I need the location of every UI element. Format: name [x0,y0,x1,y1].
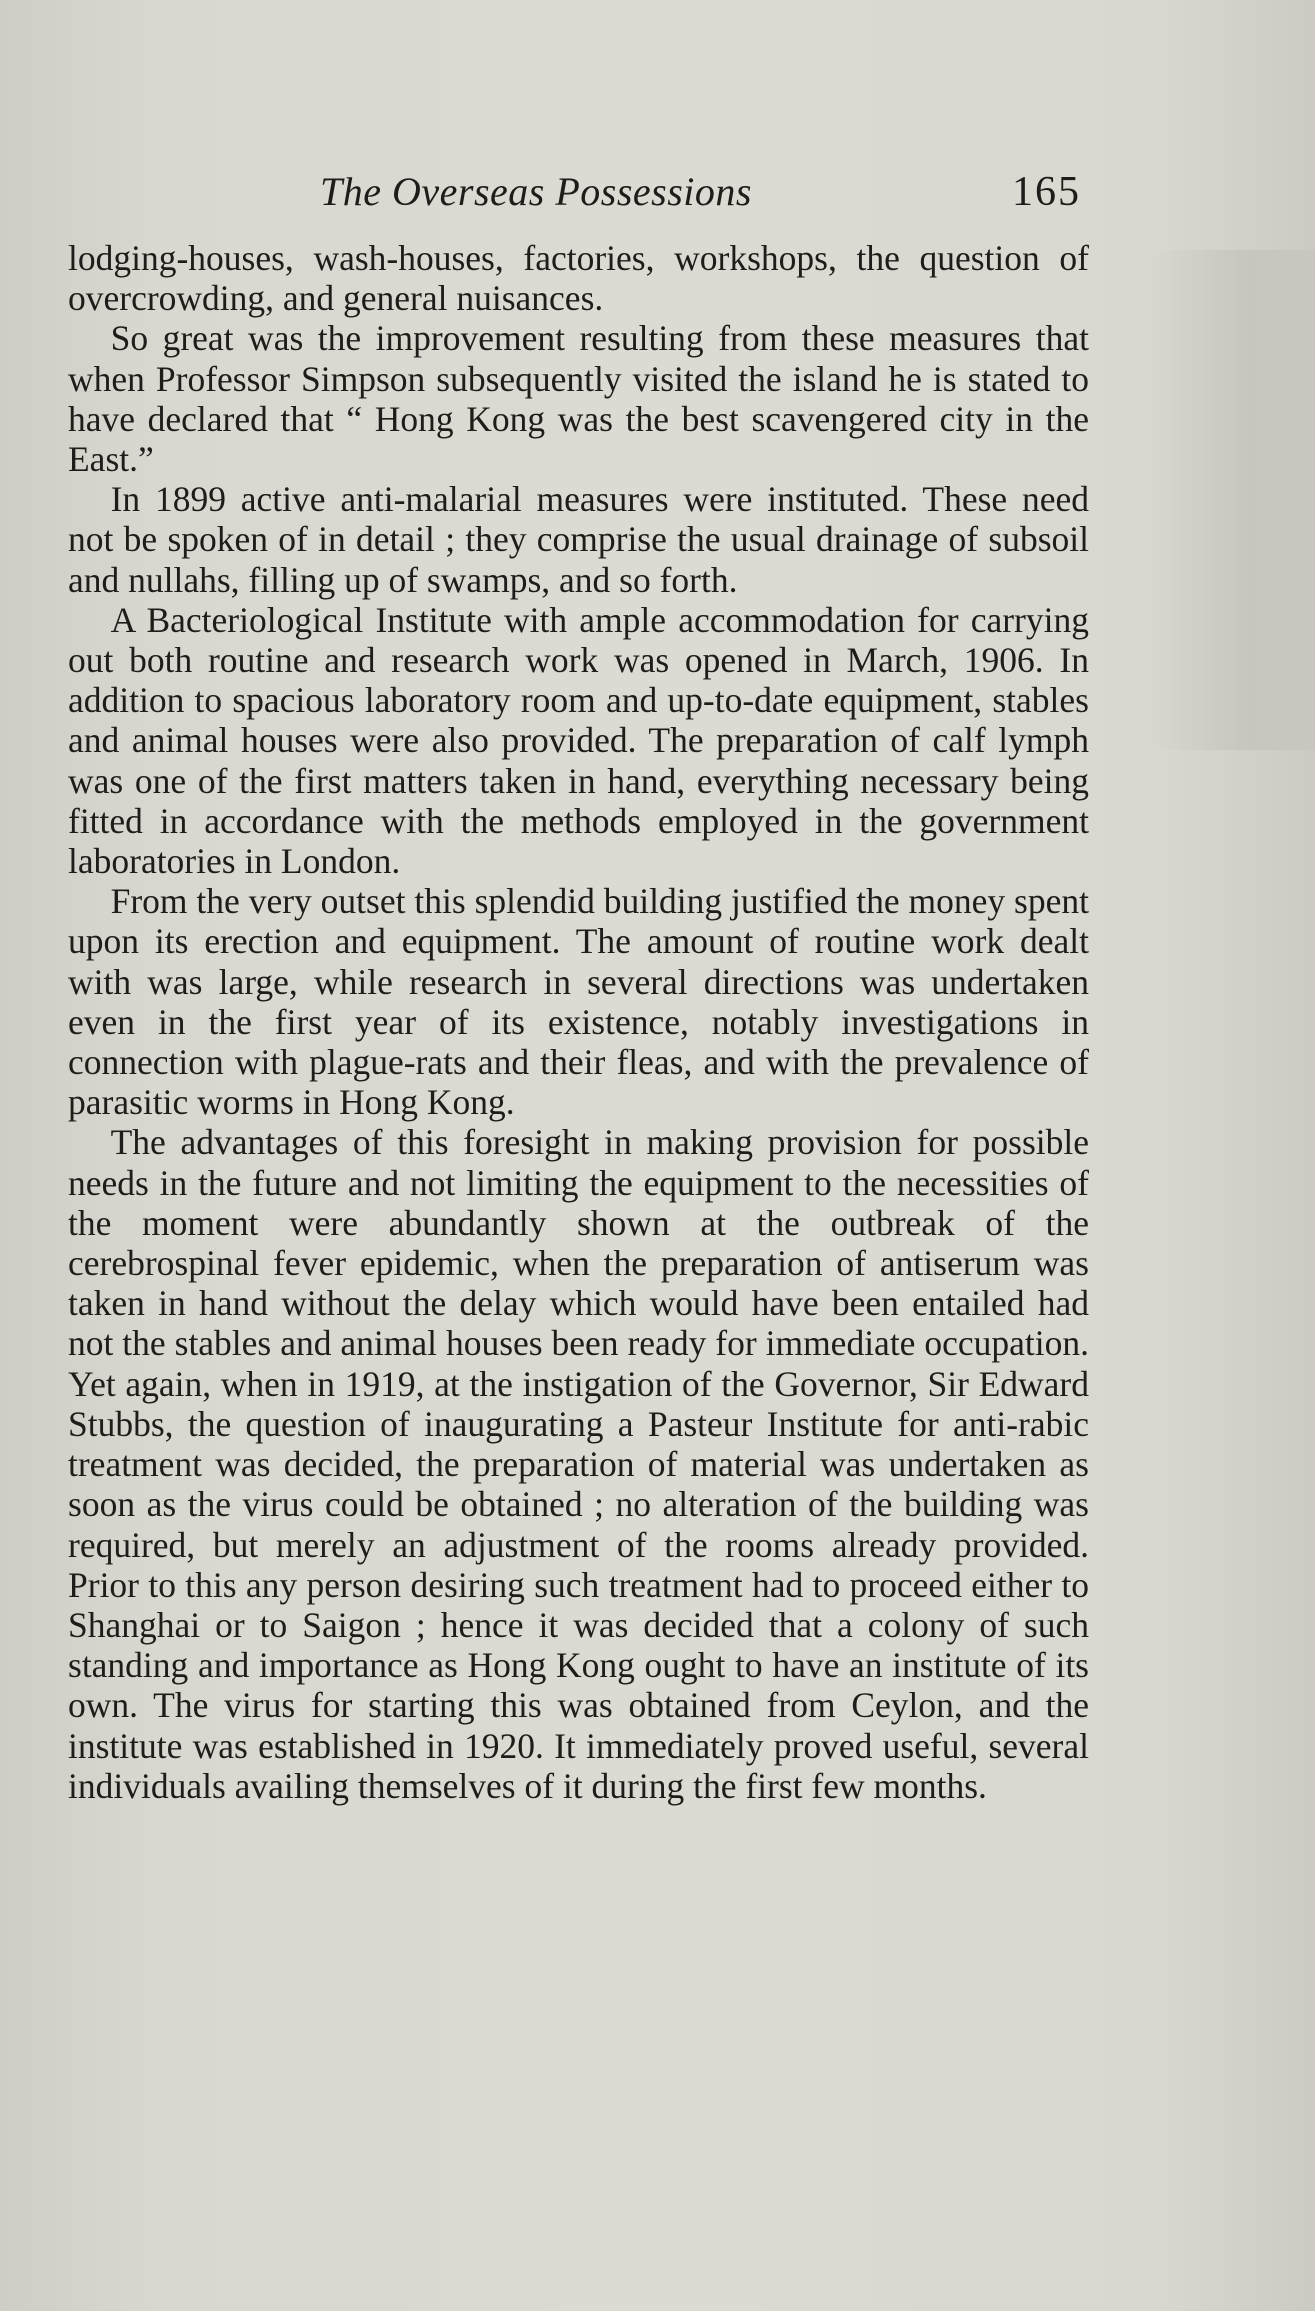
paragraph-6: The advantages of this foresight in making provision for possible needs in the future and not limiting the equipment to the necessities of the moment were abundantly shown at the outbreak of the cerebrospinal fever epidemic, when the preparation of antiserum was taken in hand without the delay which would have been entailed had not the stables and animal houses been ready for immediate occupation. Yet again, when in 1919, at the instigation of the Governor, Sir Edward Stubbs, the question of inaugurating a Pasteur Institute for anti-rabic treatment was decided, the preparation of material was undertaken as soon as the virus could be obtained ; no alteration of the building was required, but merely an adjustment of the rooms already provided. Prior to this any person desiring such treatment had to proceed either to Shanghai or to Saigon ; hence it was decided that a colony of such standing and importance as Hong Kong ought to have an institute of its own. The virus for starting this was obtained from Ceylon, and the institute was established in 1920. It immediately proved useful, several individuals availing themselves of it during the first few months. [68,1122,1089,1806]
running-title: The Overseas Possessions [320,169,752,214]
page-header [68,168,1089,238]
paragraph-2: So great was the improvement resulting from these measures that when Professor Simpson subsequently visited the island he is stated to have declared that “ Hong Kong was the best scavengered city in the East.” [68,318,1089,480]
page-number: 165 [1012,169,1081,215]
paragraph-3: In 1899 active anti-malarial measures were instituted. These need not be spoken of in detail ; they comprise the usual drainage of subsoil and nullahs, filling up of swamps, and so forth. [68,479,1089,600]
paragraph-4: A Bacteriological Institute with ample accommodation for carrying out both routine and research work was opened in March, 1906. In addition to spacious laboratory room and up-to-date equipment, stables and animal houses were also provided. The preparation of calf lymph was one of the first matters taken in hand, everything necessary being fitted in accordance with the methods employed in the government laboratories in London. [68,599,1089,882]
body-text [68,238,1089,1806]
page-shadow [1145,250,1315,750]
paragraph-1: lodging-houses, wash-houses, factories, workshops, the question of overcrowding, and general nuisances. [68,238,1089,319]
paragraph-5: From the very outset this splendid building justified the money spent upon its erection and equipment. The amount of routine work dealt with was large, while research in several directions was undertaken even in the first year of its existence, notably investigations in connection with plague-rats and their fleas, and with the prevalence of parasitic worms in Hong Kong. [68,881,1089,1123]
